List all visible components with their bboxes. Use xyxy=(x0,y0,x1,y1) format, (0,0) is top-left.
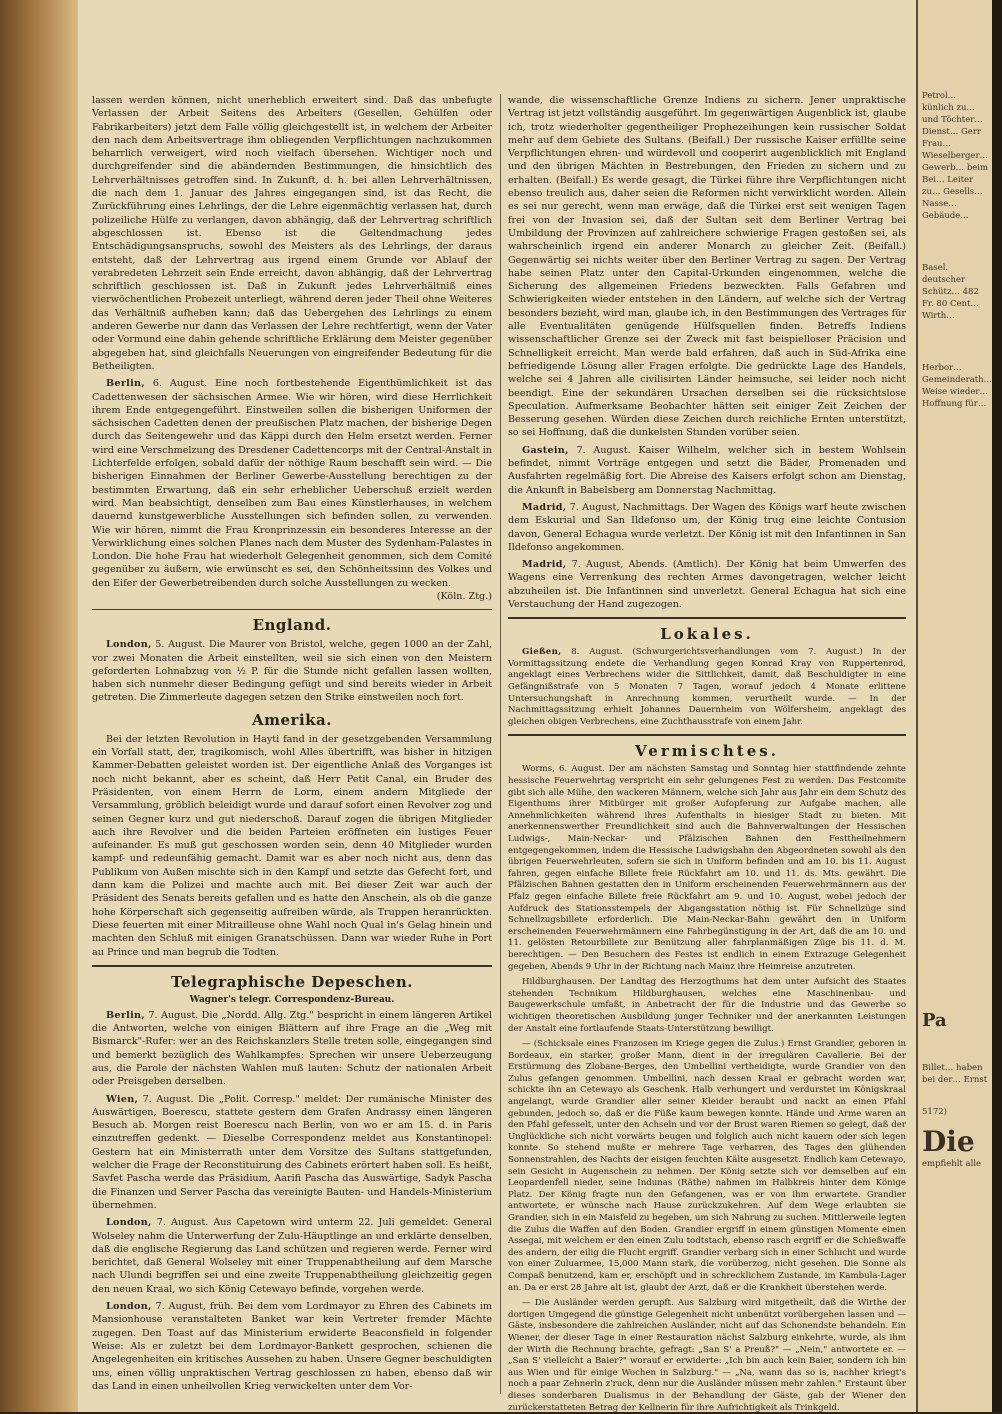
fragment-text: Herbor… Gemeinderath… Weise wieder… Hoffnung für… xyxy=(922,363,993,409)
amerika-article: Bei der letzten Revolution in Hayti fand in der gesetzgebenden Versammlung ein Vorfall statt, der, tragikomisch, wohl Alles übertrifft, was bisher in hitzigen Kammer-Debatten geleistet worden ist. Der eigentliche Anlaß des Vorganges ist noch nicht bekannt, aber es scheint, daß Herr Petit Canal, ein Bruder des Präsidenten, von einem Herrn de Lorm, einem andern Mitgliede der Versammlung, gröblich beleidigt wurde und darauf sofort einen Revolver zog und seinen Gegner kurz und gut niederschoß. Darauf zogen die übrigen Mitglieder auch ihre Revolver und die beiden Parteien eröffneten ein lustiges Feuer aufeinander. Es muß gut geschossen worden sein, denn 40 Mitglieder wurden kampf- und redeunfähig gemacht. Damit war es aber noch nicht aus, denn das Publikum von Außen mischte sich in den Kampf und setzte das Gefecht fort, und dann kam die Polizei und machte auch mit. Bei dieser Zeit war auch der Präsident des Senats bereits gefallen und es hatte den Anschein, als ob die ganze hohe Körperschaft sich gegenseitig aufreiben würde, als Truppen heranrückten. Diese feuerten mit einer Mitrailleuse ohne Wahl noch Qual in's Gelag hinein und machten den Schluß mit einigen Granatschüssen. Dann war wieder Ruhe in Port au Prince und man begrub die Todten. xyxy=(92,733,492,958)
fragment-heading: Pa xyxy=(922,1010,947,1031)
telegram-madrid-1 xyxy=(508,501,906,554)
telegram-wien xyxy=(92,1093,492,1213)
fragment-text: Billet… haben bei der… Ernst xyxy=(922,1063,988,1085)
berlin-article xyxy=(92,377,492,603)
date: 6. August. xyxy=(144,378,208,390)
dateline-madrid: Madrid, xyxy=(522,559,567,571)
section-rule xyxy=(508,734,906,736)
section-heading-lokales: Lokales. xyxy=(660,625,754,644)
dateline-berlin: Berlin, xyxy=(106,1009,145,1021)
dateline-madrid: Madrid, xyxy=(522,501,567,513)
telegram-london-2 xyxy=(92,1300,492,1393)
date: 7. August. xyxy=(144,1009,199,1021)
fragment-text: Petrol… künlich zu… und Töchter… Dienst… Gerr Frau… Wieselberger… Gewerb… beim Bei… Leiter zu… Gesells… Nasse… Gebäude… xyxy=(922,91,989,221)
article-text: Kaiser Wilhelm, welcher sich in bestem Wohlsein befindet, nimmt Vorträge entgegen und setzt die Bäder, Promenaden und Ausfahrten regelmäßig fort. Die Abreise des Kaisers erfolgt schon am Dienstag, die Ankunft in Babelsberg am Donnerstag Nachmittag. xyxy=(508,444,906,496)
section-heading-telegraphische-depeschen: Telegraphische Depeschen. xyxy=(171,972,413,991)
telegram-madrid-2 xyxy=(508,558,906,611)
section-heading-amerika: Amerika. xyxy=(252,710,332,729)
fragment-text: 5172) xyxy=(922,1107,947,1117)
date: 7. August, früh. xyxy=(151,1301,234,1313)
dateline-london: London, xyxy=(106,1217,152,1229)
dateline-london: London, xyxy=(106,1301,152,1313)
article-text: Aus Capetown wird unterm 22. Juli gemeldet: General Wolseley nahm die Unterwerfung der Zulu-Häuptlinge an und erklärte denselben, daß die englische Regierung das Land schützen und regieren werde. Ferner wird berichtet, daß General Wolseley mit einer Truppenabtheilung auf dem Marsche nach Ulundi begriffen sei und eine zweite Truppenabtheilung gleichzeitig gegen den neuen Kraal, wo sich König Cetewayo befinde, vorgehen werde. xyxy=(92,1217,493,1295)
fragment-heading: Die xyxy=(922,1125,975,1158)
section-heading-vermischtes: Vermischtes. xyxy=(635,742,779,761)
source-note: (Köln. Ztg.) xyxy=(436,590,492,602)
column-divider xyxy=(500,94,501,1394)
london-article xyxy=(92,638,492,704)
right-column xyxy=(508,94,906,1413)
adjacent-page-strip xyxy=(916,0,1002,1412)
lokales-giessen xyxy=(508,647,906,728)
lehrvertrag-paragraph: lassen werden können, nicht unerheblich erweitert sind. Daß das unbefugte Verlassen der Arbeit Seitens des Arbeiters (Gesellen, Gehülfen oder Fabrikarbeiters) jetzt dem Falle völlig gleichgestellt ist, in welchem der Arbeiter den nach dem Arbeitsvertrage ihm obliegenden Verpflichtungen nachzukommen beharrlich verweigert, wird noch vielfach übersehen. Wichtiger noch und durchgreifender sind die abändernden Bestimmungen, die hinsichtlich des Lehrverhältnisses getroffen sind. In Zukunft, d. h. bei allen Lehrverhältnissen, die nach dem 1. Januar des Jahres eingegangen sind, ist das Recht, die Zurückführung eines Lehrlings, der die Lehre eigenmächtig verlassen hat, durch polizeiliche Hülfe zu verlangen, davon abhängig, daß der Lehrvertrag schriftlich abgeschlossen ist. Ebenso ist die Geltendmachung jedes Entschädigungsanspruchs, sowohl des Meisters als des Lehrlings, der daraus entsteht, daß der Lehrvertrag aus irgend einem Grunde vor Ablauf der verabredeten Lehrzeit sein Ende erreicht, davon abhängig, daß der Lehrvertrag schriftlich geschlossen ist. Daß in Zukunft jedes Lehrverhältniß eines vierwöchentlichen Probezeit unterliegt, während deren jeder Theil ohne Weiteres das Verhältniß aufheben kann; daß das Uebergehen des Lehrlings zu einem anderen Gewerbe nur dann das Verlassen der Lehre rechtfertigt, wenn der Vater oder Vormund eine dahin gehende schriftliche Erklärung dem Meister gegenüber abgegeben hat, sind gleichfalls Neuerungen von eingreifender Bedeutung für die Betheiligten. xyxy=(92,95,492,372)
article-text: 8. August. (Schwurgerichtsverhandlungen vom 7. August.) In der Vormittagssitzung endete die Verhandlung gegen Konrad Kray von Ruppertenrod, angeklagt eines Verbrechens wider die Sittlichkeit, damit, daß Beschuldigter in eine Gefängnißstrafe von 5 Monaten 7 Tagen, worauf jedoch 4 Monate erlittene Untersuchungshaft in Anrechnung kommen, verurtheilt wurde. — In der Nachmittagssitzung erhielt Johannes Dauernheim von Wölfersheim, angeklagt des gleichen obigen Verbrechens, eine Zuchthausstrafe von einem Jahr. xyxy=(508,647,906,727)
vermischtes-worms: Worms, 6. August. Der am nächsten Samstag und Sonntag hier stattfindende zehnte hessische Feuerwehrtag verspricht ein sehr gelungenes Fest zu werden. Das Festcomite gibt sich alle Mühe, den wackeren Männern, welche sich Jahr aus Jahr ein dem Schutz des Eigenthums ihrer Mitbürger mit großer Aufopferung zur Aufgabe machen, alle Annehmlichkeiten während ihres Aufenthalts in hiesiger Stadt zu bieten. Mit anerkennenswerther Freundlichkeit sind auch die Bahnverwaltungen der Hessischen Ludwigs-, Main-Neckar- und Pfälzischen Bahnen den Festtheilnehmern entgegengekommen, indem die Hessische Ludwigsbahn den Abgeordneten sowohl als den übrigen Feuerwehrleuten, sofern sie sich in Uniform befinden und am 10. bis 11. August fahren, gegen einfache Billete freie Rückfahrt am 10. und 11. ds. Mts. gewährt. Die Pfälzischen Bahnen gestatten den in Uniform erscheinenden Feuerwehrmännern aus der Pfalz gegen einfache Billete freie Rückfahrt am 9. und 10. August, wobei jedoch der Aufdruck des Stationsstempels der Abgangsstation nöthig ist. Für Schnellzüge sind Schnellzugsbillete erforderlich. Die Main-Neckar-Bahn gewährt den in Uniform erscheinenden Feuerwehrmännern eine Fahrbegünstigung in der Art, daß die am 10. und 11. gelösten Retourbillete zur Benützung aller fahrplanmäßigen Züge bis 11. d. M. berechtigen. — Den Besuchern des Festes ist endlich in einem Extrazuge Gelegenheit gegeben, Abends 9 Uhr in der Richtung nach Mainz ihre Heimreise anzutreten. xyxy=(508,764,906,972)
dateline-wien: Wien, xyxy=(106,1093,139,1105)
page-gutter xyxy=(0,0,78,1412)
bureau-subheading: Wagner's telegr. Correspondenz-Bureau. xyxy=(189,994,395,1005)
vermischtes-grandier: — (Schicksale eines Franzosen im Kriege gegen die Zulus.) Ernst Grandier, geboren in Bordeaux, ein starker, großer Mann, dient in der irregulären Cavallerie. Bei der Erstürmung des Zlobane-Berges, den Umbellini vertheidigte, wurde Grandier von den Zulus gefangen genommen. Umbellini, nach dessen Kraal er gebracht worden war, schickte ihn an Cetewayo als Geschenk. Halb verhungert und verdurstet im Königskraal angelangt, wurde Grandier aller seiner Kleider beraubt und nackt an einen Pfahl gebunden, jedoch so, daß er die Füße kaum bewegen konnte. Hände und Arme waren an den Pfahl gefesselt, unter den Achseln und vor der Brust waren Riemen so gelegt, daß der Unglückliche sich nicht vorwärts beugen und folglich auch nicht kauern oder sich legen konnte. So stehend mußte er mehrere Tage verharren, des Tages den glühenden Sonnenstrahlen, des Nachts der eisigen feuchten Kälte ausgesetzt. Endlich kam Cetewayo, sein Gesicht in Augenschein zu nehmen. Der König setzte sich vor demselben auf ein Leopardenfell nieder, seine Indunas (Räthe) nahmen im Halbkreis hinter dem Könige Platz. Der König fragte nun den Gefangenen, was er von ihm erwartete. Grandier antwortete, er wünsche nach Hause zurückzukehren. Auf dem Wege erlaubten sie Grandier, sich in ein Maisfeld zu begeben, um sich Nahrung zu suchen. Mittlerweile legten die Zulus die Waffen auf den Boden. Grandier ergriff in einem günstigen Momente einen Assegai, mit welchem er den einen Zulu todtstach, ebenso rasch ergriff er die Schießwaffe des andern, der eilig die Flucht ergriff. Grandier verbarg sich in einer Schlucht und wurde von einer Zuluarmee, 15,000 Mann stark, die vorüberzog, nicht gesehen. Die Sonne als Compaß benutzend, kam er, erschöpft und in schrecklichem Zustande, im Kambula-Lager an. Da er erst 28 Jahre alt ist, glaubt der Arzt, daß er die Krankheit überstehen werde. xyxy=(508,1039,906,1293)
date: 7. August. xyxy=(138,1093,194,1105)
section-heading-england: England. xyxy=(252,616,332,635)
telegram-berlin xyxy=(92,1009,492,1089)
telegram-london-1 xyxy=(92,1216,492,1296)
left-column xyxy=(92,94,492,1394)
telegram-gastein xyxy=(508,444,906,497)
article-text: Bei dem vom Lordmayor zu Ehren des Cabinets im Mansionhouse veranstalteten Banket war kein Vertreter fremder Mächte zugegen. Den Toast auf das Ministerium erwiderte Beaconsfield in folgender Weise: Als er zuletzt bei dem Lordmayor-Bankett gesprochen, schienen die Angelegenheiten ein kritisches Aussehen zu haben. Unsere Gegner beschuldigten uns, einen völlig unpraktischen Vertrag geschlossen zu haben, ebenso daß wir das Land in einen unheilvollen Krieg verwickelten unter dem Vor- xyxy=(92,1301,492,1392)
date: 7. August. xyxy=(568,444,631,456)
newspaper-page xyxy=(78,0,916,1412)
date: 7. August, Abends. xyxy=(566,559,668,571)
vermischtes-hildburghausen: Hildburghausen. Der Landtag des Herzogthums hat dem unter Aufsicht des Staates stehenden Technikum Hildburghausen, welches eine Maschinenbau- und Baugewerkschule umfaßt, in Anbetracht der für die Industrie und das Gewerbe so wichtigen theoretischen Ausbildung junger Techniker und der anerkannten Leistungen der Anstalt eine fortlaufende Staats-Unterstützung bewilligt. xyxy=(508,977,906,1034)
page-edge xyxy=(992,0,1002,1412)
article-text: Eine noch fortbestehende Eigenthümlichkeit ist das Cadettenwesen der sächsischen Armee. Wie wir hören, wird diese Herrlichkeit ihrem Ende entgegengeführt. Einstweilen sollen die bisherigen Uniformen der sächsischen Cadetten denen der preußischen Platz machen, der bisherige Degen durch das Seitengewehr und das Käppi durch den Helm ersetzt werden. Ferner wird eine Verschmelzung des Dresdener Cadettencorps mit der Central-Anstalt in Lichterfelde erfolgen, sobald dafür der nöthige Raum beschafft sein wird. — Die bisherigen Einnahmen der Berliner Gewerbe-Ausstellung berechtigen zu der bestimmten Erwartung, daß ein sehr erheblicher Ueberschuß erzielt werden wird. Man beabsichtigt, denselben zum Bau eines Künstlerhauses, in welchem dauernd kunstgewerbliche Ausstellungen sich befinden sollen, zu verwenden. Wie wir hören, nimmt die Frau Kronprinzessin ein besonderes Interesse an der Verwirklichung eines solchen Planes nach dem Muster des Sydenham-Palastes in London. Die hohe Frau hat wiederholt Gelegenheit genommen, sich dem Comité gegenüber zu äußern, wie erwünscht es sei, den Schönheitssinn des Volkes und den Eifer der Gewerbetreibenden durch solche Ausstellungen zu wecken. xyxy=(92,378,492,589)
lokales-section xyxy=(508,647,906,728)
article-text: Die „Nordd. Allg. Ztg." bespricht in einem längeren Artikel die Antworten, welche von einigen Blättern auf ihre Frage an die „Weg mit Bismarck"-Rufer: wer an des Reichskanzlers Stelle treten solle, eingegangen sind und bemerkt bezüglich des Wahlkampfes: Sprechen wir unsere Ueberzeugung aus, die Parole der nächsten Wahlen muß lauten: Schutz der nationalen Arbeit oder Preisgeben derselben. xyxy=(92,1009,492,1088)
section-rule xyxy=(92,609,492,610)
date: 7. August, Nachmittags. xyxy=(566,501,689,513)
dateline-london: London, xyxy=(106,639,152,651)
article-text: Der Wagen des Königs warf heute zwischen dem Eskurial und San Ildefonso um, der König trug eine leichte Contusion davon, General Echagua wurde verletzt. Der König ist mit den Infantinnen in San Ildefonso angekommen. xyxy=(508,501,906,553)
section-rule xyxy=(508,617,906,619)
fragment-text: empfiehlt alle xyxy=(922,1159,982,1169)
section-rule xyxy=(92,965,492,967)
dateline-giessen: Gießen, xyxy=(522,647,562,658)
date: 7. August. xyxy=(151,1217,209,1229)
dateline-berlin: Berlin, xyxy=(106,378,145,390)
beaconsfield-speech-continued: wande, die wissenschaftliche Grenze Indiens zu sichern. Jener unpraktische Vertrag ist jetzt vollständig ausgeführt. Im gegenwärtigen Augenblick ist, glaube ich, trotz wiederholter gegentheiliger Prophezeihungen kein russischer Soldat mehr auf dem Gebiete des Sultans. (Beifall.) Der russische Kaiser erfüllte seine Verpflichtungen ehren- und würdevoll und cooperirt augenblicklich mit England und den übrigen Mächten in Bestrebungen, den Frieden zu sichern und zu erhalten. (Beifall.) Es werde gesagt, die Türkei führe ihre Verpflichtungen nicht ebenso treulich aus, daher seien die Reformen nicht verwirklicht worden. Allein es sei nur gerecht, wenn man erwäge, daß die Türkei erst seit wenigen Tagen frei von der Invasion sei, daß der Sultan seit dem Berliner Vertrag bei Umbildung der Provinzen auf zahlreichere schwierige Fragen gestoßen sei, als wahrscheinlich irgend ein anderer Monarch zu gleicher Zeit. (Beifall.) Gegenwärtig sei nichts weiter über den Berliner Vertrag zu sagen. Der Vertrag habe seinen Platz unter den Capital-Urkunden eingenommen, welche die Sicherung des allgemeinen Friedens bezweckten. Falls Gefahren und Schwierigkeiten wieder entstehen in den Ländern, auf welche sich der Vertrag besonders bezieht, wird man, glaube ich, in den Bestimmungen des Vertrages für alle Eventualitäten genügende Hülfsquellen finden. Betreffs Indiens wissenschaftlicher Grenze sei der Zweck mit fast beispielloser Präcision und Schnelligkeit erreicht. Man werde bald erfahren, daß auch in Süd-Afrika eine befriedigende Lösung aller Fragen erfolgte. Die gedrückte Lage des Handels, welche sei 4 Jahren alle civilisirten Länder heimsuche, sei leider noch nicht beendigt. Eine der sekundären Ursachen derselben sei die rücksichtslose Speculation. Aufmerksame Beobachter hätten seit einiger Zeit Zeichen der Besserung gesehen. Würden diese Zeichen durch reichliche Ernten unterstützt, so sei Hoffnung, daß die dunkelsten Stunden vorüber seien. xyxy=(508,95,906,439)
vermischtes-auslaender: — Die Ausländer werden gerupft. Aus Salzburg wird mitgetheilt, daß die Wirthe der dortigen Umgegend die günstige Gelegenheit nicht unbenützt vorübergehen lassen und — Gäste, insbesondere die zahlreichen Ausländer, nicht auf das Schonendste behandeln. Ein Wiener, der dieser Tage in einer Restauration nächst Salzburg einkehrte, wurde, als ihm der Wirth die Rechnung brachte, gefragt: „San S' a Preuß?" — „Nein," antwortete er. — „San S' vielleicht a Baier?" worauf er erwiderte: „Ich bin auch kein Baier, sondern ich bin aus Wien und für einige Wochen in Salzburg." — „Na, wann das so is, nachher kriegt's noch a paar Zehnerln z'ruck, denn nur die Ausländer müssen mehr zahlen." Erstaunt über dieses sonderbaren Dualismus in der Behandlung der Gäste, gab der Wiener den zurückerstatteten Betrag der Kellnerin für ihre Aufrichtigkeit als Trinkgeld. xyxy=(508,1298,906,1413)
article-text: Die „Polit. Corresp." meldet: Der rumänische Minister des Auswärtigen, Boerescu, stattete gestern dem Grafen Andrassy einen längeren Besuch ab. Morgen reist Boerescu nach Berlin, von wo er am 15. d. in Paris einzutreffen gedenkt. — Dieselbe Correspondenz meldet aus Konstantinopel: Gestern hat ein Ministerrath unter dem Vorsitze des Sultans stattgefunden, welcher die Frage der Reconstituirung des Cabinets erörtert haben soll. Es heißt, Savfet Pascha werde das Präsidium, Aarifi Pascha das Auswärtige, Sadyk Pascha die Finanzen und Server Pascha das vereinigte Bauten- und Handels-Ministerium übernehmen. xyxy=(92,1093,492,1211)
article-text: (Amtlich). Der König hat beim Umwerfen des Wagens eine Verrenkung des rechten Armes davongetragen, welcher leicht abzuheilen ist. Die Infantinnen sind unverletzt. General Echagua hat sich eine Verstauchung der Hand zugezogen. xyxy=(508,559,906,610)
dateline-gastein: Gastein, xyxy=(522,444,569,456)
article-text: Die Maurer von Bristol, welche, gegen 1000 an der Zahl, vor zwei Monaten die Arbeit einstellten, weil sie sich einen von den Meistern geforderten Lohnabzug von ½ P. für die Stunde nicht gefallen lassen wollten, haben sich nunmehr dieser Bedingung gefügt und sind bereits wieder in Arbeit getreten. Die Zimmerleute dagegen setzen den Strike einstweilen noch fort. xyxy=(92,639,492,704)
date: 5. August. xyxy=(151,639,206,651)
fragment-text: Basel. deutscher Schütz… 482 Fr. 80 Cent… Wirth… xyxy=(922,263,979,321)
vermischtes-section xyxy=(508,764,906,1414)
